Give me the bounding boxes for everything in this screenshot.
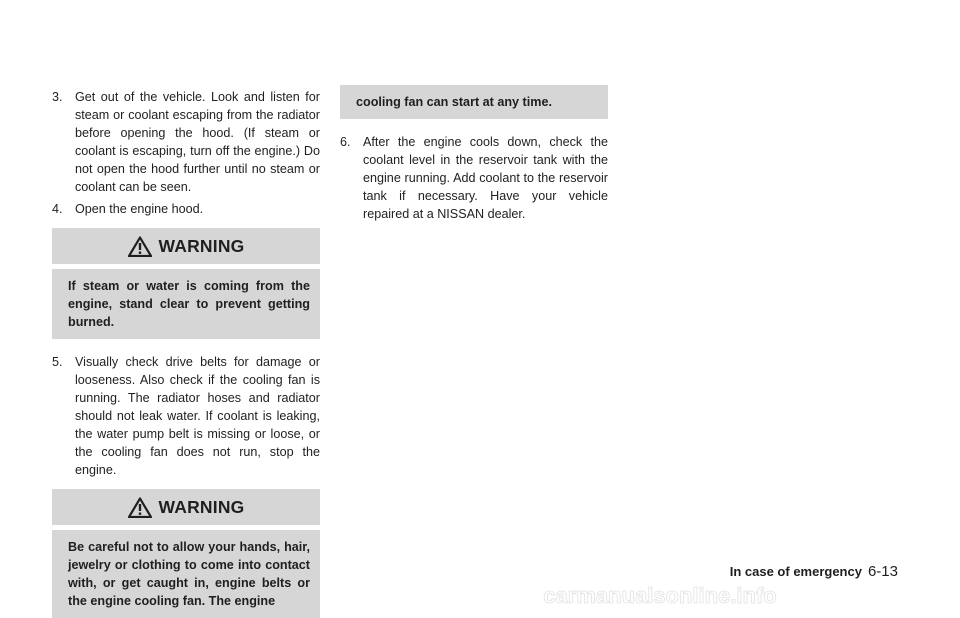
- step-4: [52, 200, 320, 218]
- watermark-text: carmanualsonline.info: [543, 584, 777, 608]
- step-text: Get out of the vehicle. Look and listen for steam or coolant escaping from the radiator before opening the hood. (If steam or coolant is escaping, turn off the engine.) Do not open the hood further until no steam or coolant can be seen.: [75, 90, 320, 194]
- step-number: 5.: [52, 355, 63, 369]
- step-5: [52, 353, 320, 479]
- warning-title: WARNING: [158, 235, 245, 256]
- section-title: In case of emergency: [729, 564, 862, 579]
- step-text: Visually check drive belts for damage or looseness. Also check if the cooling fan is running. The radiator hoses and radiator should not leak water. If coolant is leaking, the water pump belt is missing or loose, or the cooling fan does not run, stop the engine.: [75, 355, 320, 477]
- left-column: [52, 88, 320, 618]
- warning-header: [52, 489, 320, 525]
- warning-title: WARNING: [158, 496, 245, 517]
- warning-text: Be careful not to allow your hands, hair, jewelry or clothing to come into contact with, or get caught in, engine belts or the engine cooling fan. The engine: [52, 530, 320, 618]
- warning-continuation: cooling fan can start at any time.: [340, 85, 608, 119]
- step-6: [340, 133, 608, 223]
- step-number: 3.: [52, 90, 63, 104]
- page-footer: [730, 563, 898, 580]
- warning-text: If steam or water is coming from the engine, stand clear to prevent getting burned.: [52, 269, 320, 339]
- step-number: 4.: [52, 202, 63, 216]
- warning-header: [52, 228, 320, 264]
- step-number: 6.: [340, 135, 351, 149]
- step-3: [52, 88, 320, 196]
- watermark: [400, 584, 920, 608]
- warning-triangle-icon: [128, 497, 152, 518]
- page-number: 6-13: [867, 563, 898, 580]
- step-text: After the engine cools down, check the coolant level in the reservoir tank with the engine running. Add coolant to the reservoir tank if necessary. Have your vehicle repaired at a NISSAN dealer.: [363, 135, 608, 221]
- step-text: Open the engine hood.: [75, 202, 204, 216]
- warning-triangle-icon: [128, 236, 152, 257]
- middle-column: [340, 85, 608, 227]
